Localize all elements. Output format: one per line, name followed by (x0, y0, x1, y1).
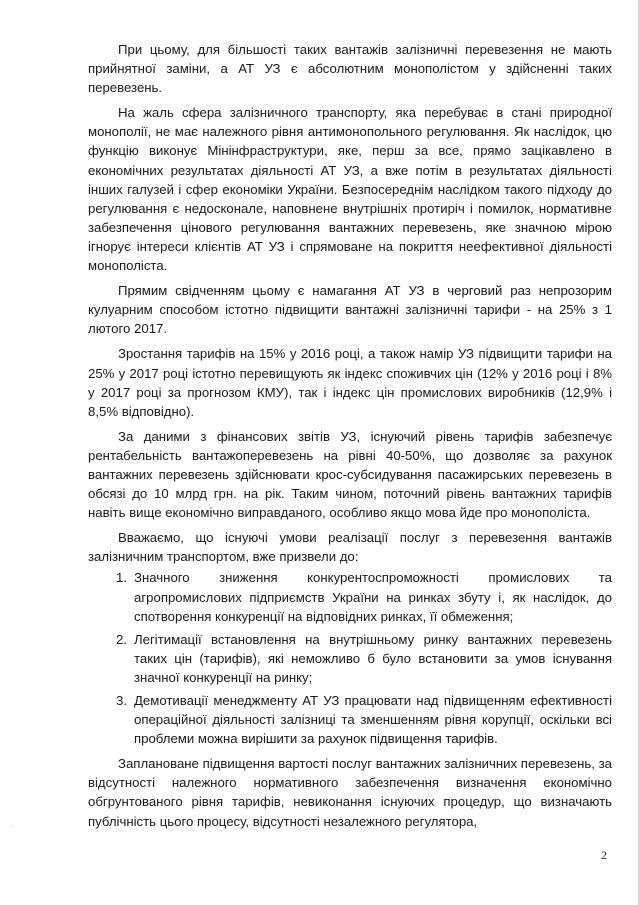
list-item-number: 3. (116, 693, 127, 708)
list-item-number: 1. (116, 570, 127, 586)
paragraph-2: На жаль сфера залізничного транспорту, яка перебуває в стані природної монополії, не має належного рівня антимонопольного регулювання. Як наслідок, цю функцію виконує Мінінфраструктури, яке, перш за все, прямо зацікавлено в економічних результатах діяльності АТ УЗ, а вже потім в результатах діяльності інших галузей і сфер економіки України. Безпосереднім наслідком такого підходу до регулювання є недосконале, наповнене внутрішніх протиріч і помилок, нормативне забезпечення цінового регулювання вантажних перевезень, яке значною мірою ігнорує інтереси клієнтів АТ УЗ і спрямоване на покриття неефективної діяльності монополіста. (88, 105, 612, 274)
list-item (88, 568, 612, 625)
closing-paragraph: Заплановане підвищення вартості послуг вантажних залізничних перевезень, за відсутності належного нормативного забезпечення визначення економічно обгрунтованого рівня тарифів, невиконання існуючих процедур, що визначають публічність цього процесу, відсутності незалежного регулятора, (88, 756, 612, 829)
list-item (88, 691, 612, 748)
list-item-text: Демотивації менеджменту АТ УЗ працювати над підвищенням ефективності операційної діяльності залізниці та зменшенням рівня корупції, оскільки всі проблеми можна вирішити за рахунок підвищення тарифів. (134, 693, 612, 747)
list-item (88, 630, 612, 687)
scan-speck: · (10, 822, 13, 831)
paragraph-6: Вважаємо, що існуючі умови реалізації послуг з перевезення вантажів залізничним транспортом, вже призвели до: (88, 530, 612, 565)
page-number: 2 (601, 848, 607, 862)
paragraph-4: Зростання тарифів на 15% у 2016 році, а також намір УЗ підвищити тарифи на 25% у 2017 році істотно перевищують як індекс споживчих цін (12% у 2016 році і 8% у 2017 році за прогнозом КМУ), так і індекс цін промислових виробників (12,9% і 8,5% відповідно). (88, 346, 612, 419)
paragraph-1: При цьому, для більшості таких вантажів залізничні перевезення не мають прийнятної заміни, а АТ УЗ є абсолютним монополістом у здійсненні таких перевезень. (88, 42, 612, 96)
consequences-list (88, 568, 612, 748)
document-body (88, 40, 612, 837)
list-item-text: Легітимації встановлення на внутрішньому ринку вантажних перевезень таких цін (тарифів), які неможливо б було встановити за умов існування значної конкуренції на ринку; (134, 631, 612, 685)
paragraph-5: За даними з фінансових звітів УЗ, існуючий рівень тарифів забезпечує рентабельність вантажоперевезень на рівні 40-50%, що дозволяє за рахунок вантажних перевезень здійснювати крос-субсидування пасажирських перевезень в обсязі до 10 млрд грн. на рік. Таким чином, поточний рівень вантажних тарифів навіть вище економічно виправданого, особливо якщо мова йде про монополіста. (88, 428, 612, 521)
list-item-number: 2. (116, 631, 127, 647)
list-item-text: Значного зниження конкурентоспроможності промислових та агропромислових підприємств України на ринках збуту і, як наслідок, до спотворення конкуренції на відповідних ринках, її обмеження; (134, 570, 612, 624)
paragraph-3: Прямим свідченням цьому є намагання АТ УЗ в черговий раз непрозорим кулуарним способом істотно підвищити вантажні залізничні тарифи - на 25% з 1 лютого 2017. (88, 283, 612, 337)
